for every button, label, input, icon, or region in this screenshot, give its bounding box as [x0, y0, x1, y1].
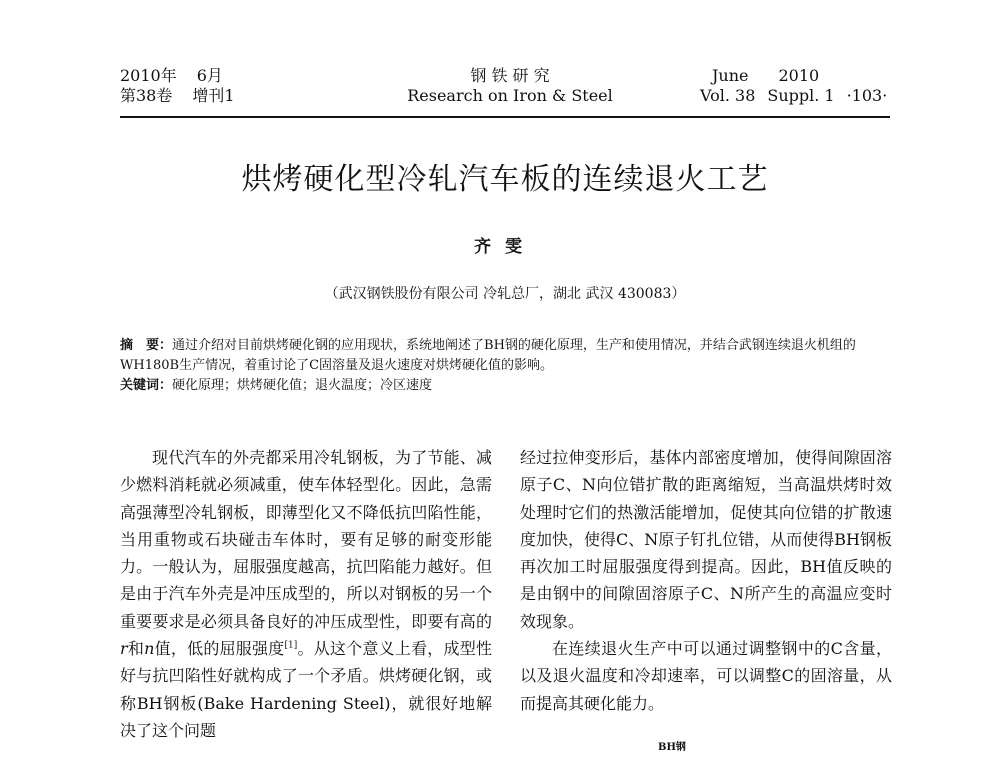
conjunction: 和: [127, 639, 145, 659]
header-volume-en: Vol. 38: [700, 86, 756, 105]
paragraph-text: 。从这个意义上看，成型性好与抗凹陷性好就构成了一个矛盾。烘烤硬化钢，或称BH钢板(Bake Hardening Steel)，就很好地解决了这个问题: [120, 639, 492, 740]
keywords-text: 硬化原理；烘烤硬化值；退火温度；冷区速度: [172, 378, 433, 393]
body-paragraph: 经过拉伸变形后，基体内部密度增加，使得间隙固溶原子C、N向位错扩散的距离缩短，当高温烘烤时效处理时它们的热激活能增加，促使其向位错的扩散速度加快，使得C、N原子钉扎位错，从而使得BH钢板再次加工时屈服强度得到提高。因此，BH值反映的是由钢中的间隙固溶原子C、N所产生的高温应变时效现象。: [520, 448, 892, 631]
journal-name-cn: 钢 铁 研 究: [470, 66, 550, 85]
running-header-journal: [400, 66, 620, 106]
abstract-block: [120, 336, 892, 396]
header-year-en: 2010: [778, 66, 820, 85]
header-month-en: June: [712, 66, 749, 85]
figure-label: BH钢: [658, 742, 686, 753]
abstract-text: 通过介绍对目前烘烤硬化钢的应用现状，系统地阐述了BH钢的硬化原理，生产和使用情况，并结合武钢连续退火机组的WH180B生产情况，着重讨论了C固溶量及退火速度对烘烤硬化值的影响。: [120, 338, 856, 373]
article-affiliation: （武汉钢铁股份有限公司 冷轧总厂，湖北 武汉 430083）: [324, 286, 686, 302]
body-column-right: [520, 444, 892, 717]
header-supplement-en: Suppl. 1: [767, 86, 835, 105]
header-supplement: 增刊1: [192, 86, 235, 105]
header-rule: [120, 116, 890, 118]
body-column-left: [120, 444, 492, 744]
running-header-right: [700, 66, 887, 106]
body-paragraph: [120, 444, 492, 744]
paragraph-text: 值，低的屈服强度: [154, 639, 285, 659]
header-volume: 第38卷: [120, 86, 173, 105]
variable-r: r: [120, 639, 128, 659]
article-title: 烘烤硬化型冷轧汽车板的连续退火工艺: [241, 162, 769, 197]
abstract: [120, 336, 892, 376]
variable-n: n: [144, 639, 155, 659]
abstract-label: 摘 要：: [120, 338, 173, 353]
paragraph-text: 现代汽车的外壳都采用冷轧钢板，为了节能、减少燃料消耗就必须减重，使车体轻型化。因此，急需高强薄型冷轧钢板，即薄型化又不降低抗凹陷性能，当用重物或石块碰击车体时，要有足够的耐变形能力。一般认为，屈服强度越高，抗凹陷能力越好。但是由于汽车外壳是冲压成型的，所以对钢板的另一个重要要求是必须具备良好的冲压成型性，即要有高的: [120, 448, 492, 631]
running-header-left: [120, 66, 235, 106]
header-month: 6月: [196, 66, 223, 85]
keywords: [120, 376, 892, 396]
keywords-label: 关键词：: [120, 378, 173, 393]
article-author: 齐雯: [474, 237, 536, 257]
citation-ref[interactable]: [1]: [284, 640, 298, 651]
header-year: 2010年: [120, 66, 177, 85]
journal-name-en: Research on Iron & Steel: [407, 86, 613, 105]
page-number: ·103·: [846, 86, 888, 105]
body-paragraph: 在连续退火生产中可以通过调整钢中的C含量，以及退火温度和冷却速率，可以调整C的固溶量，从而提高其硬化能力。: [520, 639, 892, 713]
